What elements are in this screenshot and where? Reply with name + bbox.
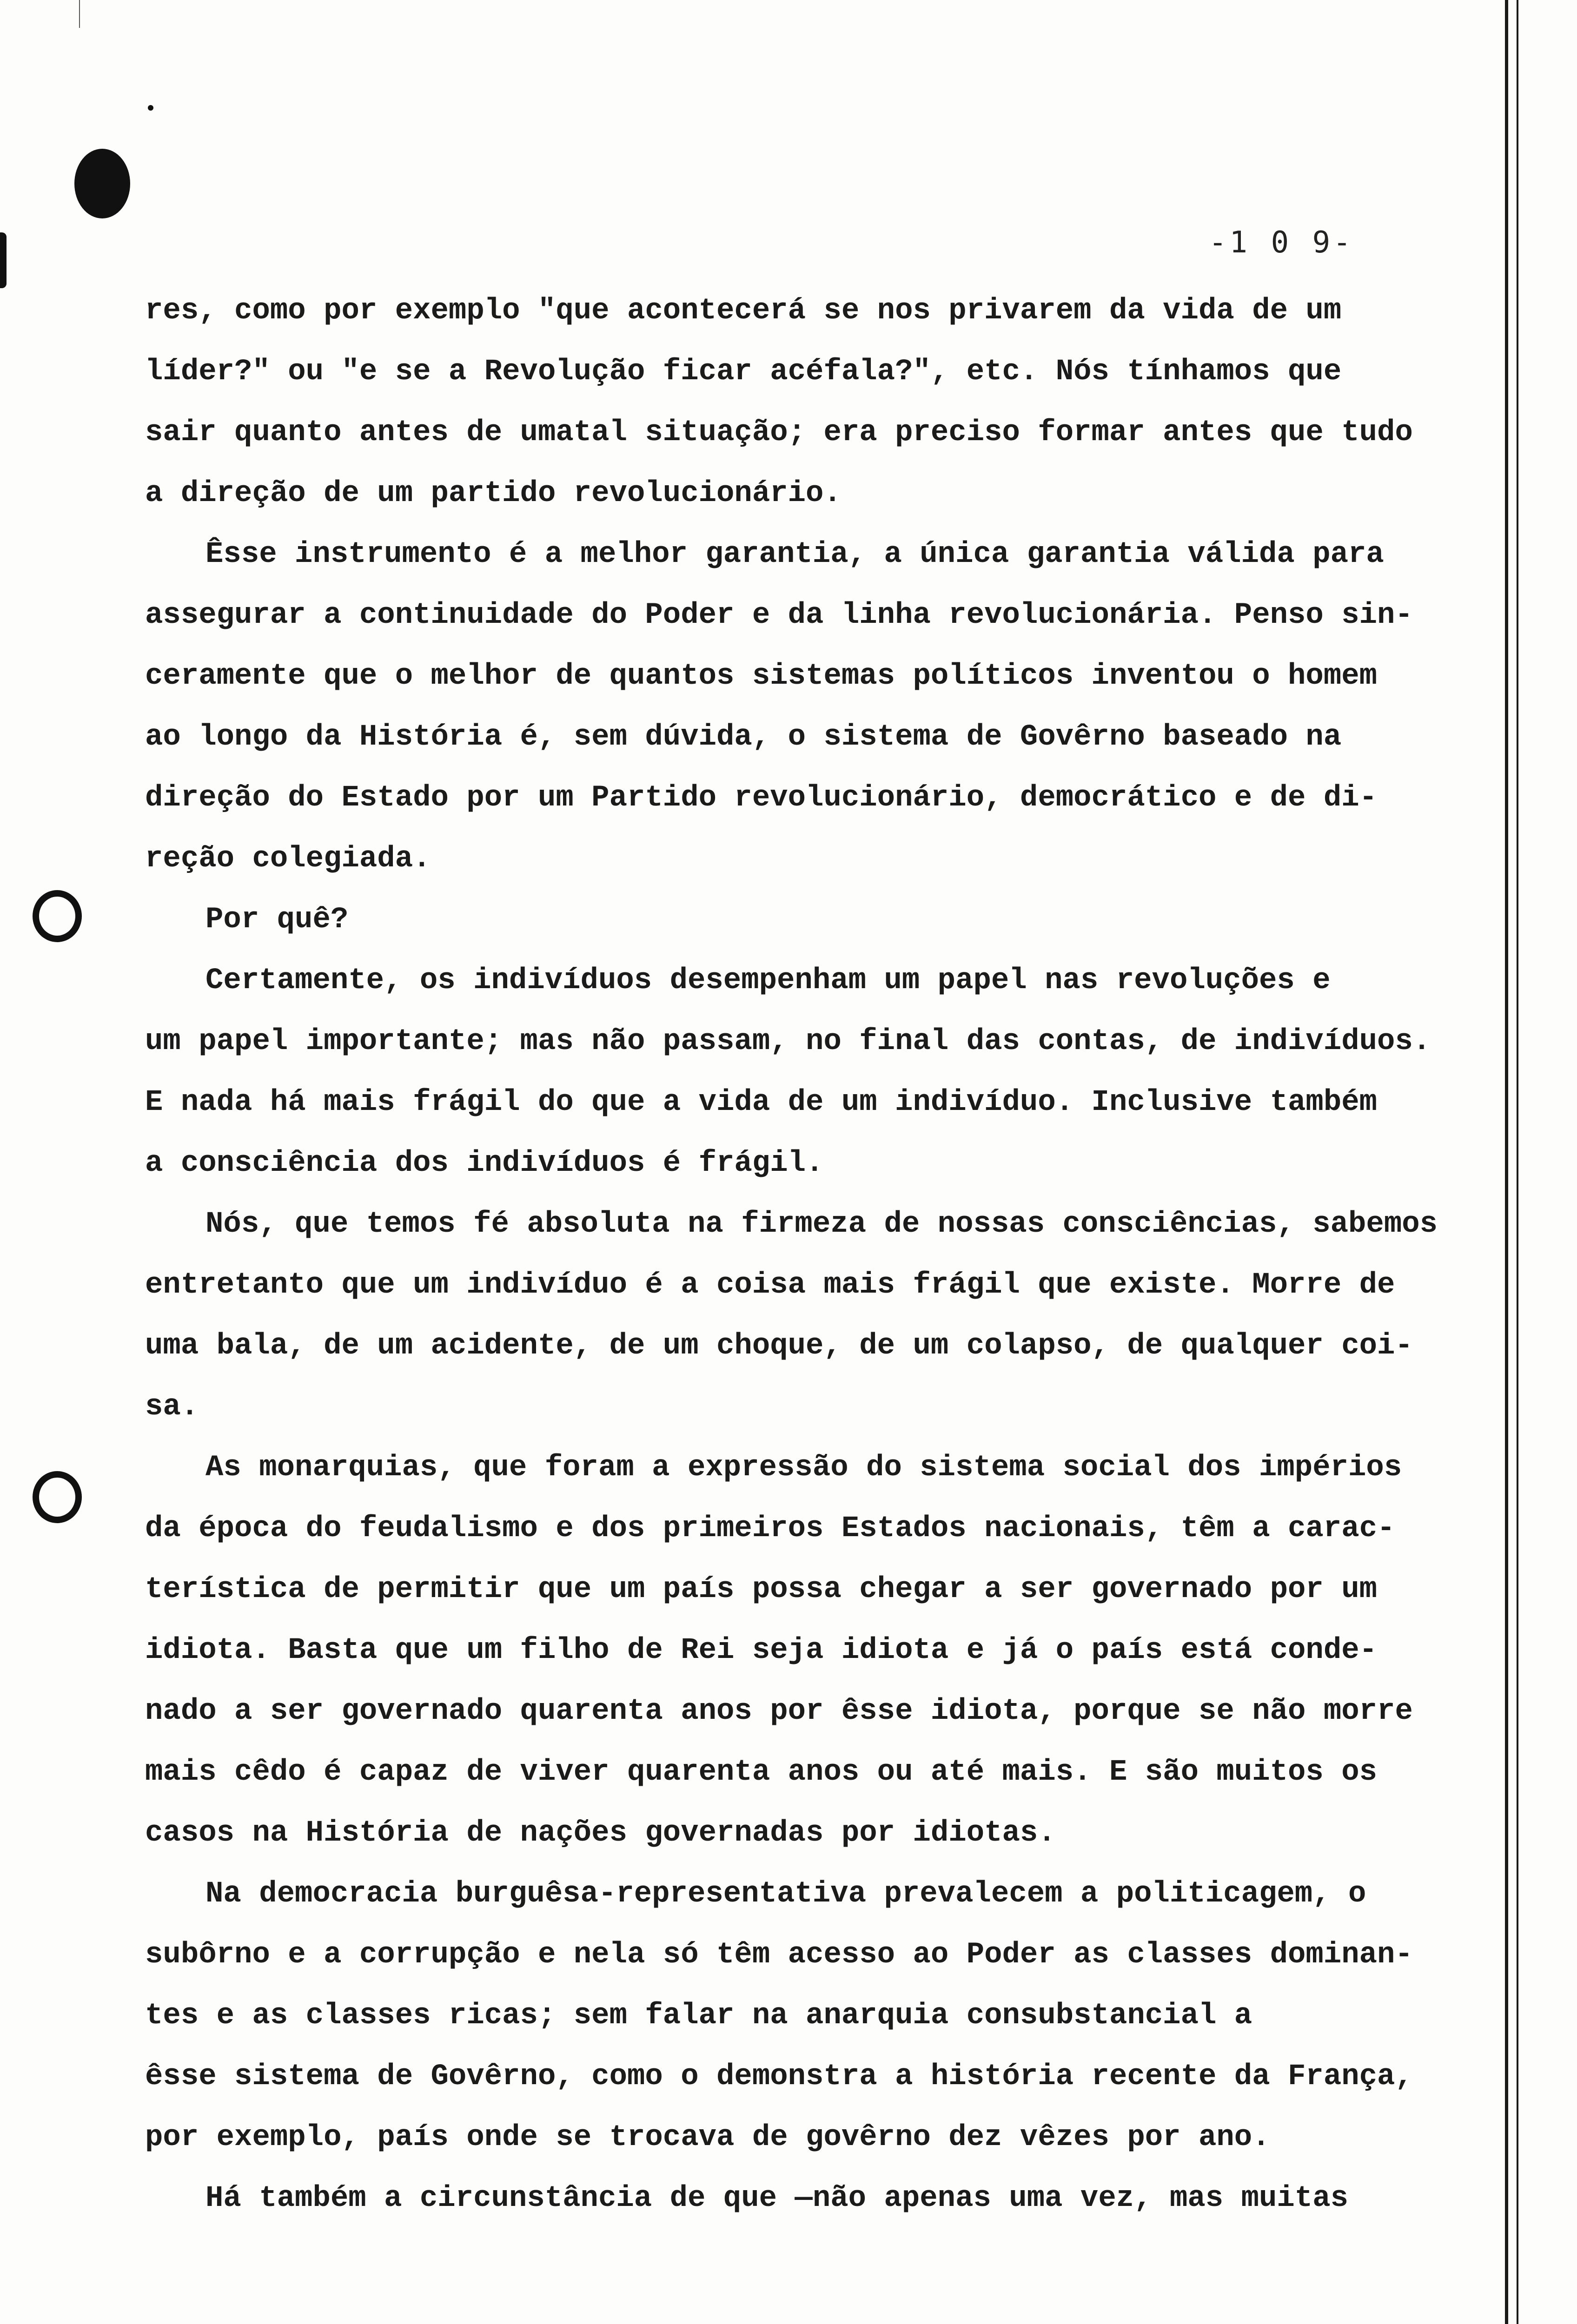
- right-margin-rule: [1505, 0, 1508, 2324]
- text-line: um papel importante; mas não passam, no final das contas, de indivíduos.: [145, 1025, 1431, 1058]
- punch-hole-lower: [33, 1471, 82, 1523]
- edge-mark: [0, 232, 7, 288]
- text-line: mais cêdo é capaz de viver quarenta anos ou até mais. E são muitos os: [145, 1756, 1378, 1789]
- text-line: tes e as classes ricas; sem falar na anarquia consubstancial a: [145, 1999, 1252, 2033]
- ink-dot: [148, 105, 153, 111]
- right-margin-rule-inner: [1517, 0, 1518, 2324]
- text-line: casos na História de nações governadas por idiotas.: [145, 1816, 1056, 1850]
- text-line: a direção de um partido revolucionário.: [145, 477, 842, 510]
- text-line: Êsse instrumento é a melhor garantia, a única garantia válida para: [205, 538, 1384, 571]
- text-line: assegurar a continuidade do Poder e da linha revolucionária. Penso sin-: [145, 599, 1413, 632]
- punch-hole-upper: [33, 890, 82, 942]
- text-line: a consciência dos indivíduos é frágil.: [145, 1147, 824, 1180]
- text-line: res, como por exemplo "que acontecerá se nos privarem da vida de um: [145, 294, 1342, 328]
- text-line: por exemplo, país onde se trocava de govêrno dez vêzes por ano.: [145, 2121, 1270, 2154]
- body-text: [145, 281, 1493, 2229]
- text-line: E nada há mais frágil do que a vida de um indivíduo. Inclusive também: [145, 1086, 1378, 1119]
- text-line: Na democracia burguêsa-representativa prevalecem a politicagem, o: [205, 1877, 1366, 1911]
- text-line: Por quê?: [205, 903, 349, 937]
- text-line: ceramente que o melhor de quantos sistemas políticos inventou o homem: [145, 660, 1378, 693]
- text-line: Certamente, os indivíduos desempenham um papel nas revoluções e: [205, 964, 1331, 997]
- text-line: terística de permitir que um país possa chegar a ser governado por um: [145, 1573, 1378, 1606]
- text-line: êsse sistema de Govêrno, como o demonstra a história recente da França,: [145, 2060, 1413, 2093]
- text-line: As monarquias, que foram a expressão do sistema social dos impérios: [205, 1451, 1402, 1485]
- page-number: -1 0 9-: [1209, 225, 1354, 260]
- text-line: líder?" ou "e se a Revolução ficar acéfala?", etc. Nós tínhamos que: [145, 355, 1342, 389]
- text-line: sa.: [145, 1390, 199, 1424]
- text-line: entretanto que um indivíduo é a coisa mais frágil que existe. Morre de: [145, 1268, 1395, 1302]
- text-line: ao longo da História é, sem dúvida, o sistema de Govêrno baseado na: [145, 720, 1342, 754]
- text-line: Há também a circunstância de que —não apenas uma vez, mas muitas: [205, 2182, 1348, 2215]
- text-line: subôrno e a corrupção e nela só têm acesso ao Poder as classes dominan-: [145, 1938, 1413, 1972]
- text-line: Nós, que temos fé absoluta na firmeza de nossas consciências, sabemos: [205, 1208, 1438, 1241]
- text-line: uma bala, de um acidente, de um choque, de um colapso, de qualquer coi-: [145, 1329, 1413, 1363]
- text-line: sair quanto antes de umatal situação; era preciso formar antes que tudo: [145, 416, 1413, 449]
- top-left-mark: [79, 0, 80, 28]
- ink-blot: [74, 149, 130, 218]
- text-line: reção colegiada.: [145, 842, 431, 876]
- text-line: da época do feudalismo e dos primeiros Estados nacionais, têm a carac-: [145, 1512, 1395, 1545]
- text-line: idiota. Basta que um filho de Rei seja idiota e já o país está conde-: [145, 1634, 1378, 1667]
- text-line: direção do Estado por um Partido revolucionário, democrático e de di-: [145, 781, 1378, 815]
- text-line: nado a ser governado quarenta anos por êsse idiota, porque se não morre: [145, 1695, 1413, 1728]
